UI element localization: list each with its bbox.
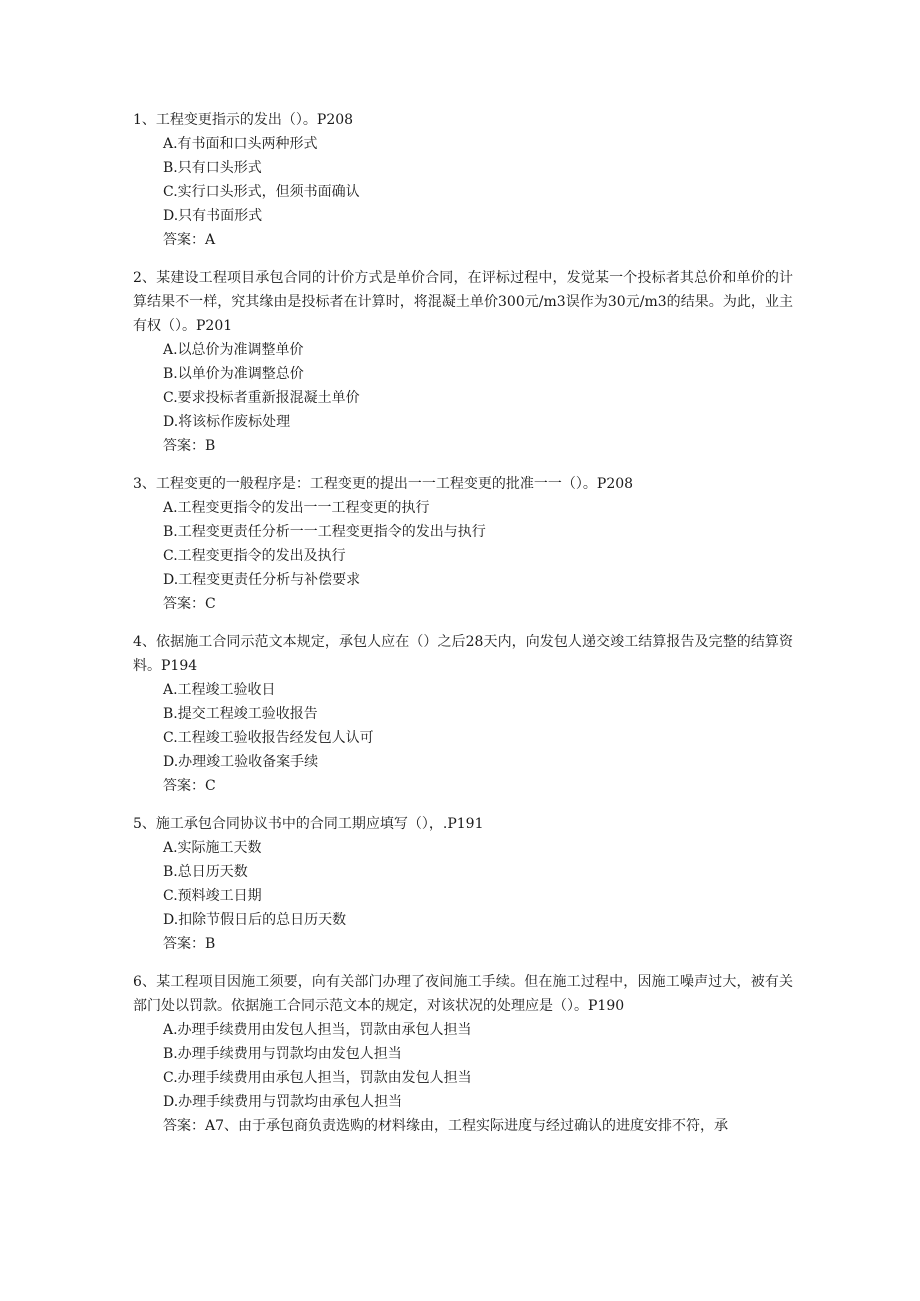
- option-c: C.实行口头形式，但须书面确认: [163, 184, 360, 200]
- option-a: A.实际施工天数: [163, 840, 262, 856]
- question-6: [133, 970, 793, 1138]
- question-2: [133, 266, 793, 458]
- option-c: C.办理手续费用由承包人担当，罚款由发包人担当: [163, 1070, 472, 1086]
- option-list: [133, 132, 793, 228]
- question-stem: 3、工程变更的一般程序是：工程变更的提出一一工程变更的批准一一（）。P208: [133, 476, 634, 492]
- option-c: C.要求投标者重新报混凝土单价: [163, 390, 360, 406]
- document-page: [133, 108, 793, 1152]
- option-d: D.办理竣工验收备案手续: [163, 754, 319, 770]
- answer-line: 答案：B: [163, 438, 216, 454]
- option-a: A.工程变更指令的发出一一工程变更的执行: [163, 500, 430, 516]
- question-4: [133, 630, 793, 798]
- option-d: D.只有书面形式: [163, 208, 263, 224]
- option-c: C.工程竣工验收报告经发包人认可: [163, 730, 374, 746]
- option-b: B.工程变更责任分析一一工程变更指令的发出与执行: [163, 524, 486, 540]
- question-stem: 1、工程变更指示的发出（）。P208: [133, 112, 354, 128]
- question-5: [133, 812, 793, 956]
- question-3: [133, 472, 793, 616]
- option-list: [133, 496, 793, 592]
- option-d: D.扣除节假日后的总日历天数: [163, 912, 347, 928]
- option-a: A.工程竣工验收日: [163, 682, 276, 698]
- option-a: A.有书面和口头两种形式: [163, 136, 318, 152]
- option-d: D.将该标作废标处理: [163, 414, 291, 430]
- option-d: D.办理手续费用与罚款均由承包人担当: [163, 1094, 403, 1110]
- option-list: [133, 338, 793, 434]
- option-b: B.办理手续费用与罚款均由发包人担当: [163, 1046, 402, 1062]
- option-list: [133, 678, 793, 774]
- option-c: C.预料竣工日期: [163, 888, 262, 904]
- option-a: A.以总价为准调整单价: [163, 342, 304, 358]
- option-b: B.只有口头形式: [163, 160, 262, 176]
- question-1: [133, 108, 793, 252]
- question-stem: 2、某建设工程项目承包合同的计价方式是单价合同，在评标过程中，发觉某一个投标者其总价和单价的计算结果不一样，究其缘由是投标者在计算时，将混凝土单价300元/m3误作为30元/m3的结果。为此，业主有权（）。P201: [133, 270, 793, 334]
- answer-line: 答案：C: [163, 596, 216, 612]
- option-d: D.工程变更责任分析与补偿要求: [163, 572, 361, 588]
- option-b: B.总日历天数: [163, 864, 248, 880]
- answer-line: 答案：A7、由于承包商负责选购的材料缘由，工程实际进度与经过确认的进度安排不符，承: [163, 1118, 729, 1134]
- option-list: [133, 1018, 793, 1114]
- answer-line: 答案：C: [163, 778, 216, 794]
- option-c: C.工程变更指令的发出及执行: [163, 548, 346, 564]
- option-a: A.办理手续费用由发包人担当，罚款由承包人担当: [163, 1022, 472, 1038]
- answer-line: 答案：B: [163, 936, 216, 952]
- question-stem: 4、依据施工合同示范文本规定，承包人应在（）之后28天内，向发包人递交竣工结算报告及完整的结算资料。P194: [133, 634, 793, 674]
- question-stem: 6、某工程项目因施工须要，向有关部门办理了夜间施工手续。但在施工过程中，因施工噪声过大，被有关部门处以罚款。依据施工合同示范文本的规定，对该状况的处理应是（）。P190: [133, 974, 793, 1014]
- question-stem: 5、施工承包合同协议书中的合同工期应填写（），.P191: [133, 816, 484, 832]
- option-list: [133, 836, 793, 932]
- option-b: B.以单价为准调整总价: [163, 366, 304, 382]
- option-b: B.提交工程竣工验收报告: [163, 706, 318, 722]
- answer-line: 答案：A: [163, 232, 216, 248]
